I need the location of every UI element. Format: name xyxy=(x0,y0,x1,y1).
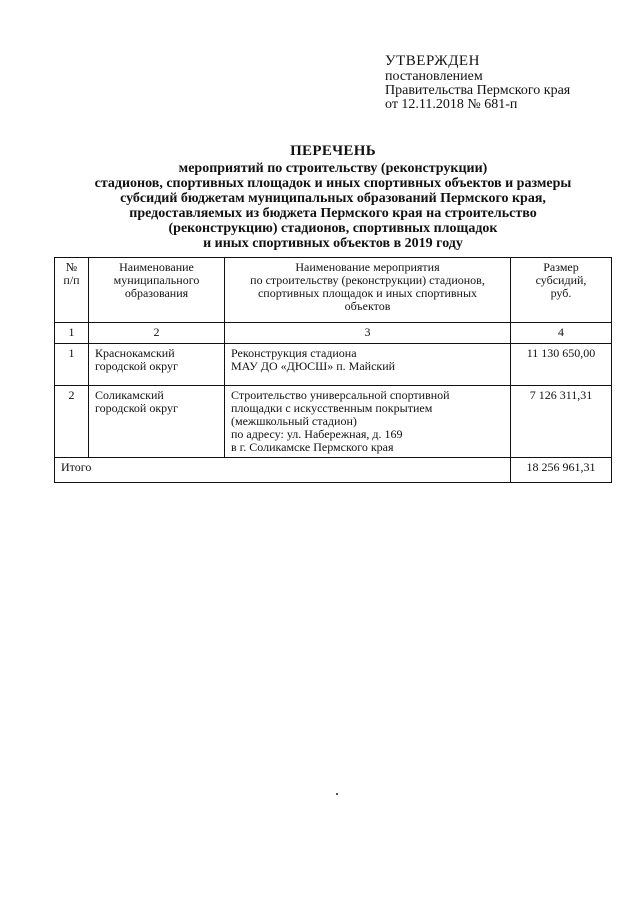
column-number: 3 xyxy=(225,323,511,344)
subtitle-line: мероприятий по строительству (реконструкции) xyxy=(178,161,488,176)
subtitle-line: предоставляемых из бюджета Пермского края на строительство xyxy=(129,206,537,221)
header-amount: Размер субсидий, руб. xyxy=(511,258,612,323)
row-number: 1 xyxy=(55,344,89,386)
table-row xyxy=(55,344,612,386)
approval-block xyxy=(385,53,625,112)
subtitle-line: субсидий бюджетам муниципальных образований Пермского края, xyxy=(120,191,546,206)
row-amount: 11 130 650,00 xyxy=(511,344,612,386)
header-municipality: Наименование муниципального образования xyxy=(89,258,225,323)
row-number: 2 xyxy=(55,386,89,458)
scan-speck xyxy=(336,793,338,795)
table-header-row xyxy=(55,258,612,323)
row-measure: Строительство универсальной спортивной площадки с искусственным покрытием (межшкольный стадион) по адресу: ул. Набережная, д. 169 в г. Соликамске Пермского края xyxy=(225,386,511,458)
header-measure: Наименование мероприятия по строительству (реконструкции) стадионов, спортивных площадок и иных спортивных объектов xyxy=(225,258,511,323)
row-municipality: Краснокамский городской округ xyxy=(89,344,225,386)
approval-heading: УТВЕРЖДЕН xyxy=(385,53,480,69)
column-number-row xyxy=(55,323,612,344)
approval-line: Правительства Пермского края xyxy=(385,83,571,98)
row-amount: 7 126 311,31 xyxy=(511,386,612,458)
table-row xyxy=(55,386,612,458)
subsidy-table xyxy=(54,257,612,483)
document-subtitle xyxy=(40,161,626,251)
subtitle-line: (реконструкцию) стадионов, спортивных площадок xyxy=(168,221,498,236)
header-number: № п/п xyxy=(55,258,89,323)
total-amount: 18 256 961,31 xyxy=(511,458,612,483)
subtitle-line: стадионов, спортивных площадок и иных спортивных объектов и размеры xyxy=(94,176,572,191)
total-label: Итого xyxy=(55,458,511,483)
column-number: 4 xyxy=(511,323,612,344)
approval-line: постановлением xyxy=(385,69,483,84)
row-municipality: Соликамский городской округ xyxy=(89,386,225,458)
column-number: 2 xyxy=(89,323,225,344)
document-title: ПЕРЕЧЕНЬ xyxy=(290,143,376,159)
approval-date-number: от 12.11.2018 № 681-п xyxy=(385,97,518,112)
subtitle-line: и иных спортивных объектов в 2019 году xyxy=(203,236,463,251)
column-number: 1 xyxy=(55,323,89,344)
total-row xyxy=(55,458,612,483)
row-measure: Реконструкция стадиона МАУ ДО «ДЮСШ» п. Майский xyxy=(225,344,511,386)
